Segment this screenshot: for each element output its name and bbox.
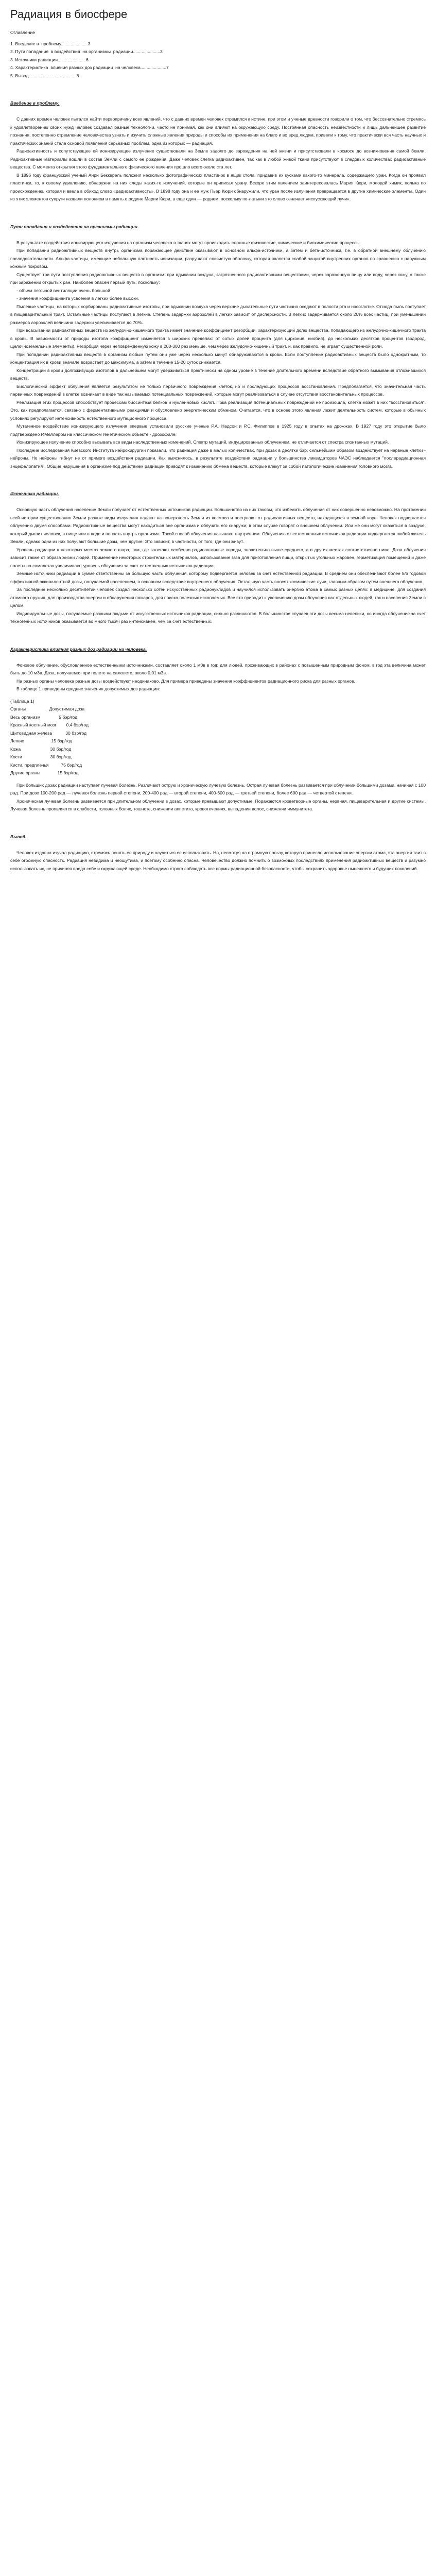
table-row: (Таблица 1): [10, 698, 34, 704]
section-title-doses: Характеристика влияния разных доз радиации на человека.: [10, 646, 147, 652]
table-row: Щитовидная железа 30 бэр/год: [10, 730, 87, 736]
table-row: Легкие 15 бэр/год: [10, 738, 73, 743]
table-row: Кожа 30 бэр/год: [10, 746, 72, 752]
paragraph: Мутагенное воздействие ионизирующего излучения впервые установили русские ученые Р.А. Надсон и Р.С. Филиппов в 1925 году в опытах на дрожжах. В 1927 году это открытие было подтверждено Р.Меллером на классическом генетическом объекте - дрозофиле.: [10, 423, 426, 437]
paragraph: Существует три пути поступления радиоактивных веществ в организм: при вдыхании воздуха, загрязненного радиоактивными веществами, через зараженную пищу или воду, через кожу, а также при заражении открытых ран. Наиболее опасен первый путь, поскольку:: [10, 272, 426, 285]
table-row: Весь организм 5 бэр/год: [10, 714, 78, 720]
paragraph: При больших дозах радиации наступает лучевая болезнь. Различают острую и хроническую лучевую болезнь. Острая лучевая болезнь развивается при облучении большими дозами, начиная с 100 рад. При дозе 100-200 рад — лучевая болезнь первой степени, 200-400 рад — второй степени, 400-600 рад — третьей степени, более 600 рад — четвертой степени.: [10, 782, 426, 795]
paragraph: В результате воздействия ионизирующего излучения на организм человека в тканях могут происходить сложные физические, химические и биохимические процессы.: [16, 240, 361, 245]
paragraph: Человек издавна изучал радиацию, стремясь понять ее природу и научиться ее использовать. Но, несмотря на огромную пользу, которую принесло использование энергии атома, эта энергия таит в себе огромную опасность. Радиация невидима и неощутима, и поэтому особенно опасна. Человечество должно помнить о возможных последствиях применения радиоактивных веществ и разумно использовать их, не причиняя вреда себе и окружающей среде. Необходимо строго соблюдать все нормы радиационной безопасности, чтобы сохранить здоровье нынешнего и будущих поколений.: [10, 850, 426, 871]
paragraph: Уровень радиации в некоторых местах земного шара, там, где залегают особенно радиоактивные породы, значительно выше среднего, а в других местах соответственно ниже. Доза облучения зависит также от образа жизни людей. Применение некоторых строительных материалов, использование газа для приготовления пищи, открытых угольных жаровен, герметизация помещений и даже полеты на самолетах увеличивают уровень облучения за счет естественных источников радиации.: [10, 547, 426, 568]
toc-item[interactable]: 5. Вывод.......................................8: [10, 73, 79, 78]
paragraph: Радиоактивность и сопутствующее ей ионизирующее излучение существовали на Земле задолго до зарождения на ней жизни и присутствовали в космосе до возникновения самой Земли. Радиоактивные материалы вошли в состав Земли с самого ее рождения. Даже человек слегка радиоактивен, так как в любой живой ткани присутствуют в следовых количествах радиоактивные вещества. С момента открытия этого фундаментального физического явления прошло всего около ста лет.: [10, 148, 426, 170]
paragraph: Основную часть облучения население Земли получает от естественных источников радиации. Большинство из них таковы, что избежать облучения от них совершенно невозможно. На протяжении всей истории существования Земли разные виды излучения падают на поверхность Земли из космоса и поступают от радиоактивных веществ, находящихся в земной коре. Человек подвергается облучению двумя способами. Радиоактивные вещества могут находиться вне организма и облучать его снаружи; в этом случае говорят о внешнем облучении. Или же они могут оказаться в воздухе, который дышит человек, в пище или в воде и попасть внутрь организма. Такой способ облучения называют внутренним. Облучению от естественных источников радиации подвергается любой житель Земли, однако одни из них получают большие дозы, чем другие. Это зависит, в частности, от того, где они живут.: [10, 507, 426, 544]
paragraph: Хроническая лучевая болезнь развивается при длительном облучении в дозах, которые превышают допустимые. Поражаются кроветворные органы, нервная, пищеварительная и другие системы. Лучевая болезнь проявляется в слабости, головных болях, тошноте, снижении аппетита, кровотечениях, выпадении волос, снижении иммунитета.: [10, 798, 426, 811]
paragraph: Пылевые частицы, на которых сорбированы радиоактивные изотопы, при вдыхании воздуха через верхние дыхательные пути частично оседают в полости рта и носоглотке. Отсюда пыль поступает в пищеварительный тракт. Остальные частицы поступают в легкие. Степень задержки аэрозолей в легких зависит от дисперсности. В легких задерживается около 20% всех частиц; при уменьшении размеров аэрозолей величина задержки увеличивается до 70%.: [10, 303, 426, 325]
paragraph: Ионизирующее излучение способно вызывать все виды наследственных изменений. Спектр мутаций, индуцированных облучением, не отличается от спектра спонтанных мутаций.: [16, 439, 389, 445]
toc-item[interactable]: 3. Источники радиации.......................6: [10, 57, 89, 62]
paragraph: Земные источники радиации в сумме ответственны за большую часть облучения, которому подвергается человек за счет естественной радиации. В среднем они обеспечивают более 5/6 годовой эффективной эквивалентной дозы, получаемой населением, в основном вследствие внутреннего облучения. Остальную часть вносят космические лучи, главным образом путем внешнего облучения.: [10, 571, 426, 584]
section-title-pathways: Пути попадания и воздействия на организмы радиации.: [10, 224, 139, 229]
document-body: [10, 29, 426, 873]
paragraph: Реализация этих процессов способствует процессам биосинтеза белков и нуклеиновых кислот. Пока реализация потенциальных повреждений не произошла, клетка может в них "восстановиться". Это, как предполагается, связано с ферментативными реакциями и обусловлено энергетическим обменом. Считается, что в основе этого явления лежит деятельность систем, которые в обычных условиях регулируют интенсивность естественного мутационного процесса.: [10, 399, 426, 421]
section-title-intro: Введение в проблему.: [10, 100, 60, 106]
paragraph: При попадании радиоактивных веществ внутрь организма поражающее действие оказывают в основном альфа-источники, а затем и бета-источники, т.е. в обратной внешнему облучению последовательности. Альфа-частицы, имеющие небольшую плотность ионизации, разрушают слизистую оболочку, которая является слабой защитой внутренних органов по сравнению с наружным кожным покровом.: [10, 248, 426, 269]
paragraph: - значения коэффициента усвоения в легких более высоки.: [16, 296, 139, 301]
table-row: Красный костный мозг 0,4 бэр/год: [10, 722, 89, 727]
paragraph: - объем легочной вентиляции очень большой: [16, 287, 110, 293]
toc-item[interactable]: 2. Пути попадания в воздействия на организмы радиации......................3: [10, 49, 163, 54]
dose-table: [10, 698, 426, 777]
toc-item[interactable]: 4. Характеристика влияния разных доз радиации на человека.....................7: [10, 65, 169, 70]
toc: [10, 40, 426, 80]
paragraph: При попадании радиоактивных веществ в организм любым путем они уже через несколько минут обнаруживаются в крови. Если поступление радиоактивных веществ было однократным, то концентрация их в крови вначале возрастает до максимума, а затем в течение 15-20 суток снижается.: [10, 351, 426, 365]
paragraph: На разных органы человека разные дозы воздействуют неодинаково. Для примера приведены значения коэффициентов радиационного риска для разных органов.: [16, 678, 355, 684]
paragraph: Фоновое облучение, обусловленное естественными источниками, составляет около 1 мЗв в год; для людей, проживающих в районах с повышенным природным фоном, в год эта величина может быть до 10 мЗв. Доза, получаемая при полете на самолете, около 0,01 мЗв.: [10, 662, 426, 675]
table-row: Кисти, предплечья 75 бэр/год: [10, 762, 82, 768]
page-title: Радиация в биосфере: [10, 8, 128, 21]
paragraph: С давних времен человек пытался найти первопричину всех явлений, что с давних времен человек стремился к истине, при этом и ученые древности говорили о том, что бессознательно стремясь к удовлетворению своих нужд человек создавал разные технологии, часто не понимая, как они влияют на окружающую среду. Постоянная опасность неизвестности и лишь дальнейшее развитие познания, постепенно стремление человечества узнать и изучить сложные явления природы и способы их применения на благо и во вред людям, привели к тому, что практически вся часть научных и практических знаний стала основой появления серьезных проблем, одна из которых — радиация.: [10, 116, 426, 146]
paragraph: Последние исследования Киевского Института нейрохирургии показали, что радиация даже в малых количествах, при дозах в десятки бэр, сильнейшим образом воздействует на нервные клетки - нейроны. Но нейроны гибнут не от прямого воздействия радиации. Как выяснилось, в результате воздействия радиации у большинства ликвидаторов ЧАЭС наблюдается "послерадиационная энцефалопатия". Общие нарушения в организме под действием радиации приводят к изменению обмена веществ, которые влекут за собой патологические изменения головного мозга.: [10, 447, 426, 469]
paragraph: При всасывании радиоактивных веществ из желудочно-кишечного тракта имеет значение коэффициент резорбции, характеризующий долю вещества, попадающего из желудочно-кишечного тракта в кровь. В зависимости от природы изотопа коэффициент изменяется в широких пределах: от сотых долей процента (для циркония, ниобия), до нескольких десятков процентов (водород, щелочноземельные элементы). Резорбция через неповрежденную кожу в 200-300 раз меньше, чем через желудочно-кишечный тракт, и, как правило, не играет существенной роли.: [10, 328, 426, 349]
section-title-conclusion: Вывод.: [10, 834, 27, 839]
paragraph: В 1896 году французский ученый Анри Беккерель положил несколько фотографических пластинок в ящик стола, придавив их кусками какого-то минерала, содержащего уран. Когда он проявил пластинки, то, к своему удивлению, обнаружил на них следы каких-то излучений, которые он приписал урану. Вскоре этим явлением заинтересовалась Мария Кюри, молодой химик, полька по происхождению, которая и ввела в обиход слово «радиоактивность». В 1898 году она и ее муж Пьер Кюри обнаружили, что уран после излучения превращается в другие химические элементы. Один из этих элементов супруги назвали полонием в память о родине Марии Кюри, а еще один — радием, поскольку по-латыни это слово означает «испускающий лучи».: [10, 172, 426, 201]
toc-item[interactable]: 1. Введение в проблему......................3: [10, 41, 91, 46]
table-row: Органы Допустимая доза: [10, 706, 85, 711]
paragraph: В таблице 1 приведены средние значения допустимых доз радиации:: [16, 686, 160, 691]
paragraph: Индивидуальные дозы, получаемые разными людьми от искусственных источников радиации, сильно различаются. В большинстве случаев эти дозы весьма невелики, но иногда облучение за счет техногенных источников оказывается во много тысяч раз интенсивнее, чем за счет естественных.: [10, 611, 426, 624]
table-row: Другие органы 15 бэр/год: [10, 770, 79, 775]
paragraph: За последние несколько десятилетий человек создал несколько сотен искусственных радионуклидов и научился использовать энергию атома в самых разных целях: в медицине, для создания атомного оружия, для производства энергии и обнаружения пожаров, для поиска полезных ископаемых. Все это приводит к увеличению дозы облучения как отдельных людей, так и населения Земли в целом.: [10, 587, 426, 608]
paragraph: Концентрации в крови долгоживущих изотопов в дальнейшем могут удерживаться практически на одном уровне в течение длительного времени вследствие обратного вымывания отложившихся веществ.: [10, 367, 426, 381]
section-title-sources: Источники радиации.: [10, 491, 59, 496]
table-row: Кости 30 бэр/год: [10, 754, 72, 759]
paragraph: Биологический эффект облучения является результатом не только первичного повреждения клеток, но и последующих процессов восстановления. Предполагается, что значительная часть первичных повреждений в клетке возникает в виде так называемых потенциальных повреждений, которые могут реализоваться в случае отсутствия восстановительных процессов.: [10, 383, 426, 397]
toc-heading: Оглавление: [10, 30, 35, 35]
